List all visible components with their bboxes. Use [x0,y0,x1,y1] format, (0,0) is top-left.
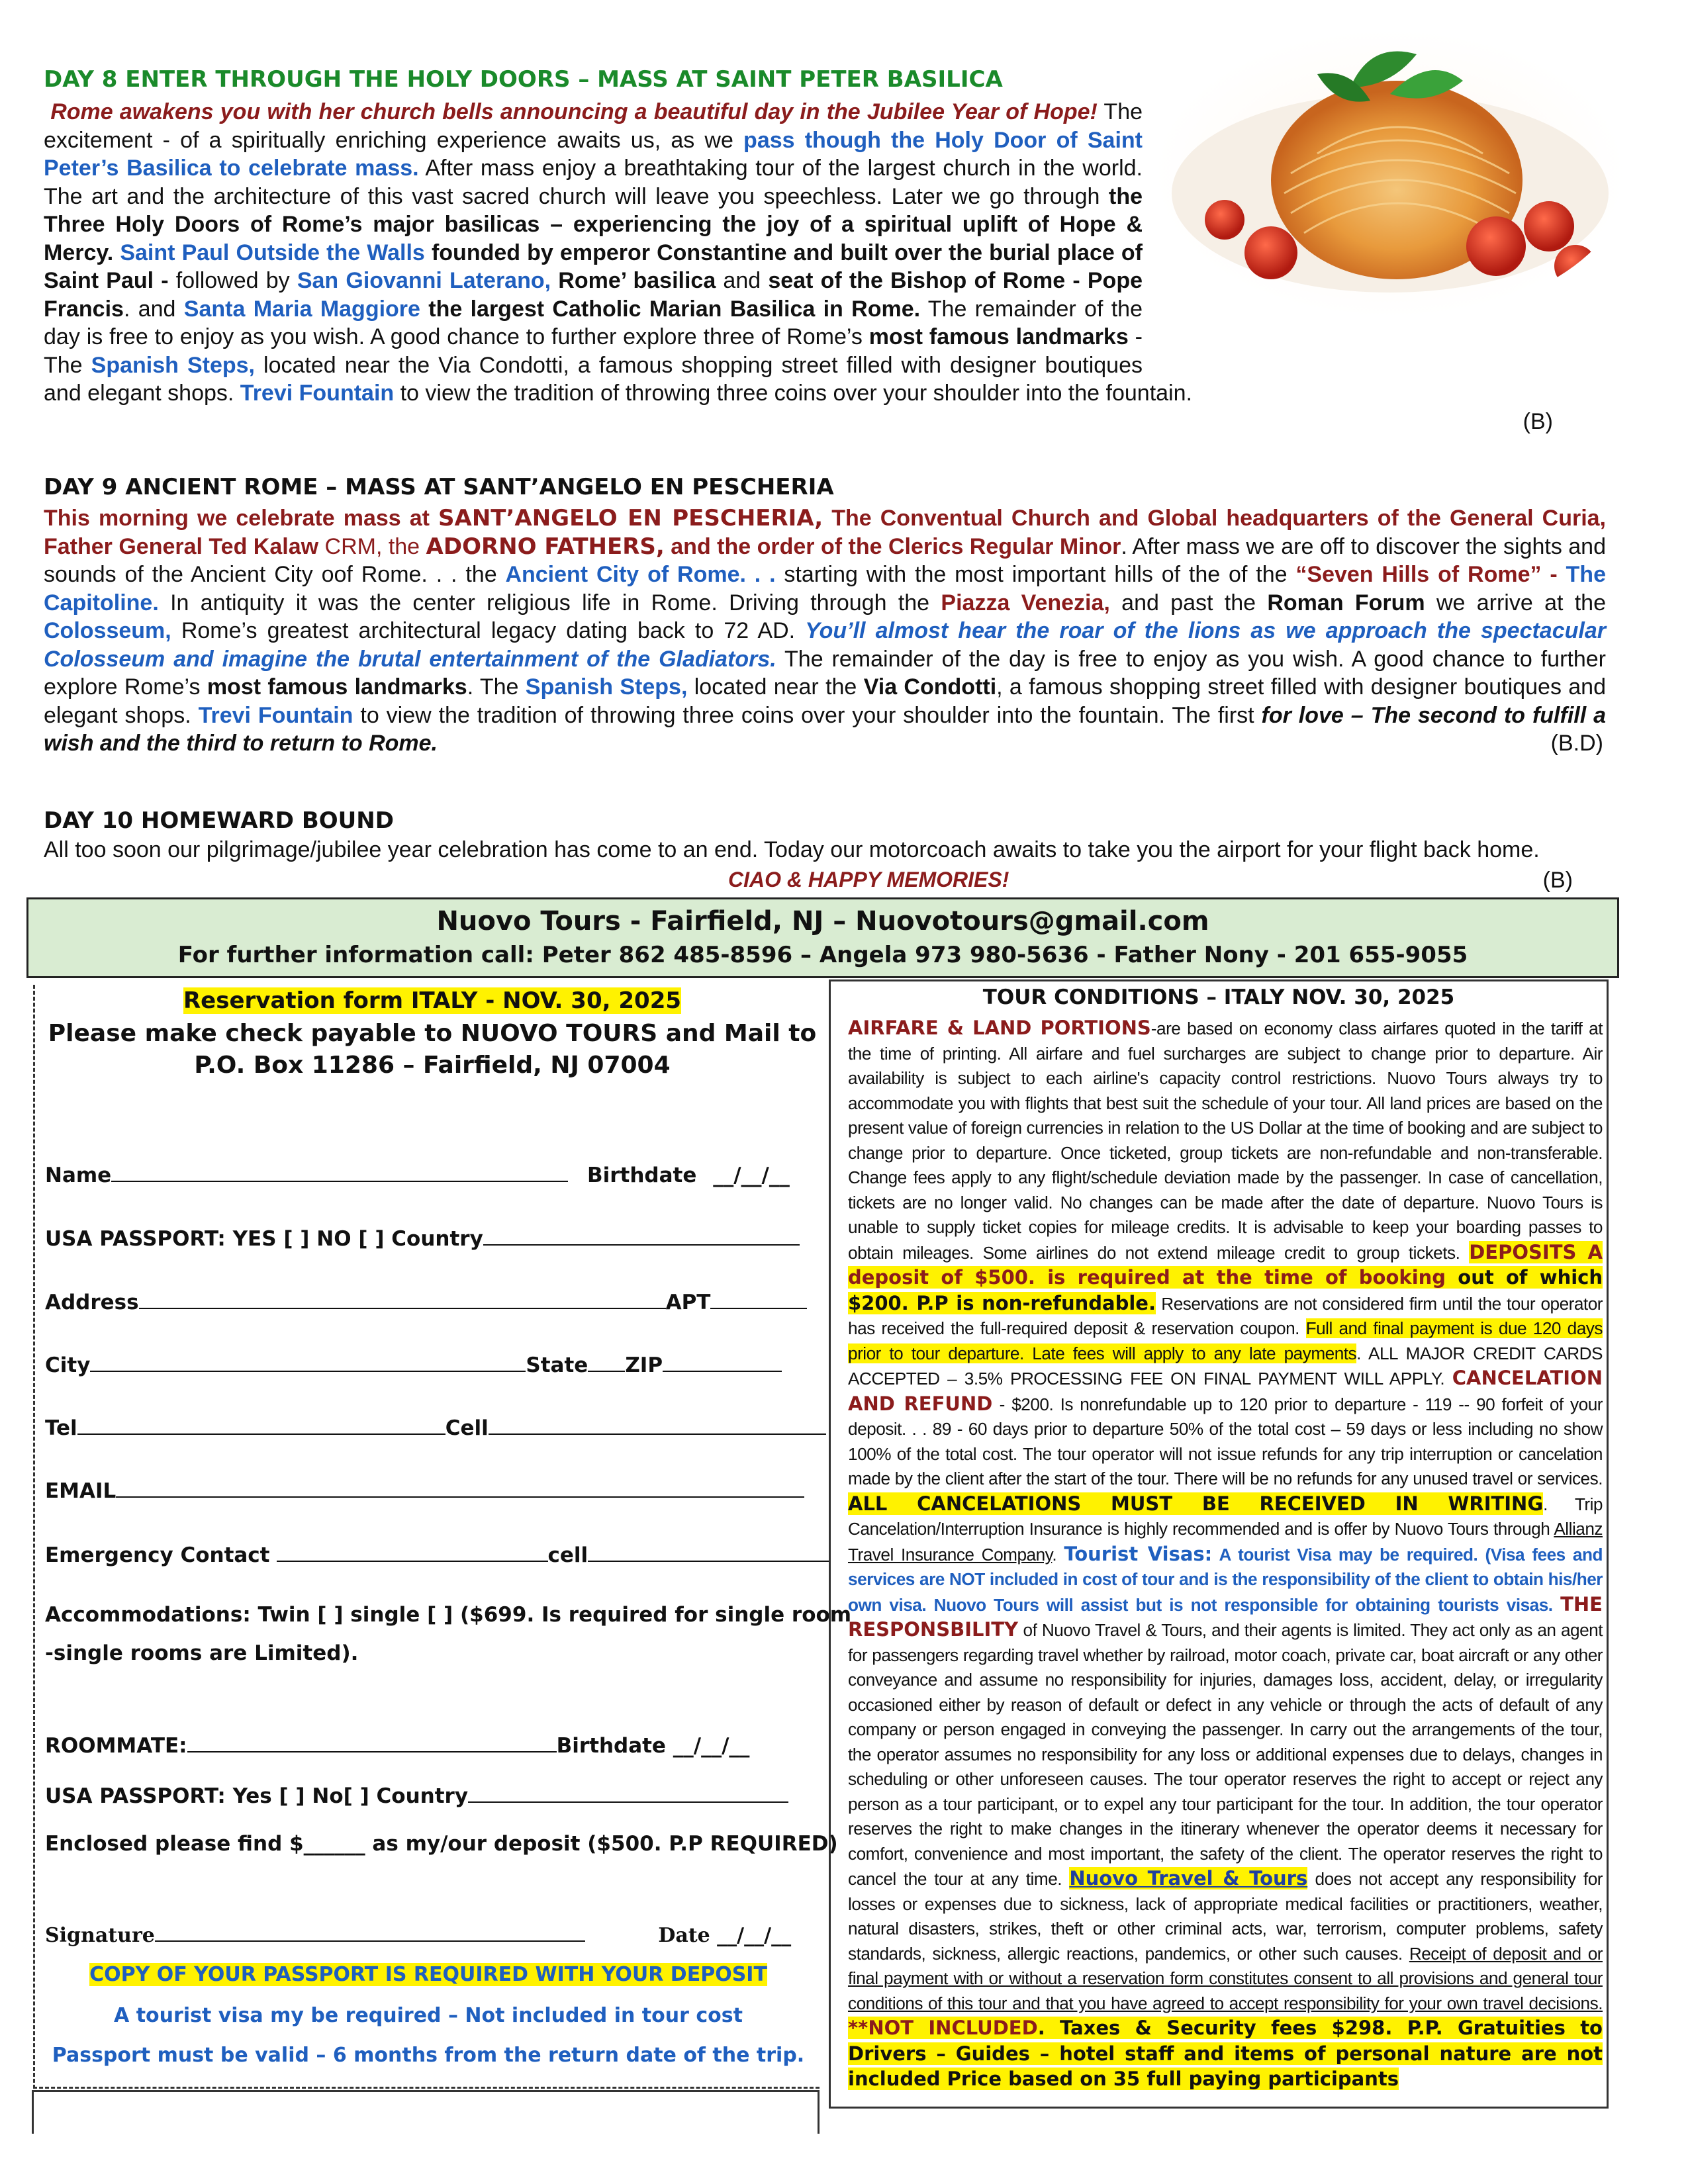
deposit-field[interactable]: Enclosed please find $______ as my/our deposit ($500. P.P REQUIRED) [45,1832,838,1856]
passport-valid-note: Passport must be valid – 6 months from the return date of the trip. [52,2044,805,2067]
conditions-title: TOUR CONDITIONS – ITALY NOV. 30, 2025 [982,985,1455,1009]
contact-banner [26,897,1619,978]
form-title: Reservation form ITALY - NOV. 30, 2025 [183,987,682,1014]
day8-section [44,66,1156,93]
accommodations-note: -single rooms are Limited). [45,1641,359,1665]
day9-meal-code: (B.D) [1550,731,1603,756]
address-field[interactable]: Address APT [45,1288,807,1314]
emergency-contact-field[interactable]: Emergency Contact cell [45,1541,830,1567]
reservation-form [33,985,852,2089]
day8-meal-code: (B) [1523,408,1553,434]
passport-field[interactable]: USA PASSPORT: YES [ ] NO [ ] Country [45,1224,800,1251]
passport-copy-note: COPY OF YOUR PASSPORT IS REQUIRED WITH YOUR DEPOSIT [89,1963,767,1986]
roommate-passport-field[interactable]: USA PASSPORT: Yes [ ] No[ ] Country [45,1782,788,1808]
day9-title: DAY 9 ANCIENT ROME – MASS AT SANT’ANGELO EN PESCHERIA [44,474,834,500]
email-field[interactable]: EMAIL [45,1477,804,1503]
conditions-body: AIRFARE & LAND PORTIONS-are based on economy class airfares quoted in the tariff at the time of printing. All airfare and fuel surcharges are subject to change prior to departure. Air availability is subject to each airline's capacity control restrictions. Nuovo Tours always try to accommodate you with flights that best suit the schedule of your tour. All land prices are based on the present value of foreign currencies in relation to the US Dollar at the time of booking and are subject to change prior to departure. Once ticketed, group tickets are non-refundable and non-transferable. Change fees apply to any flight/schedule deviation made by the passenger. In case of cancellation, tickets are no longer valid. No changes can be made after the date of departure. Nuovo Tours is unable to supply ticket copies for mileage credits. It is advisable to keep your boarding passes to obtain mileages. Some airlines do not extend mileage credit to group tickets. DEPOSITS A deposit of $500. is required at the time of booking out of which $200. P.P is non-refundable. Reservations are not considered firm until the tour operator has received the full-required deposit & reservation coupon. Full and final payment is due 120 days prior to tour departure. Late fees will apply to any late payments. ALL MAJOR CREDIT CARDS ACCEPTED – 3.5% PROCESSING FEE ON FINAL PAYMENT WILL APPLY. CANCELATION AND REFUND - $200. Is nonrefundable up to 120 prior to departure - 119 -- 90 forfeit of your deposit. . . 89 - 60 days prior to departure 50% of the total cost – 59 days or less including no show 100% of the total cost. The tour operator will not issue refunds for any trip interruption or cancelation made by the client after the start of the tour. There will be no refunds for any unused travel or services. ALL CANCELATIONS MUST BE RECEIVED IN WRITING. Trip Cancelation/Interruption Insurance is highly recommended and is offer by Nuovo Tours through Allianz Travel Insurance Company. Tourist Visas: A tourist Visa may be required. (Visa fees and services are NOT included in cost of tour and is the responsibility of the client to obtain his/her own visa. Nuovo Tours will assist but is not responsible for obtaining tourists visas. THE RESPONSBILITY of Nuovo Travel & Tours, and their agents is limited. They act only as an agent for passengers regarding travel whether by railroad, motor coach, private car, boat aircraft or any other conveyance and assume no responsibility for injuries, damages loss, accident, delay, or irregularity occasioned either by reason of default or defect in any vehicle or through the acts of default of any company or person engaged in conveying the passenger. In carry out the arrangements of the tour, the operator assumes no responsibility for any loss or additional expenses due to delays, changes in scheduling or other unforeseen causes. The tour operator reserves the right to accept or reject any person as a tour participant, or to expel any tour participant for the tour. In addition, the tour operator reserves the right to make changes in the itinerary whenever the operator deems it necessary for comfort, convenience and most important, the safety of the client. The operator reserves the right to cancel the tour at any time. Nuovo Travel & Tours does not accept any responsibility for losses or expenses due to sickness, lack of appropriate medical facilities or practitioners, weather, natural disasters, strikes, theft or other criminal acts, war, terrorism, computer problems, safety standards, sickness, allergic reactions, pandemics, or other such causes. Receipt of deposit and or final payment with or without a reservation form constitutes consent to all provisions and general tour conditions of this tour and that you have agreed to accept responsibility for your own travel decisions. **NOT INCLUDED. Taxes & Security fees $298. P.P. Gratuities to Drivers – Guides – hotel staff and items of personal nature are not included Price based on 35 full paying participants [848,1017,1603,2090]
day10-section [44,807,1606,893]
day10-paragraph: All too soon our pilgrimage/jubilee year celebration has come to an end. Today our motorcoach awaits to take you the airport for your flight back home. [44,837,1540,862]
form-pay-line1: Please make check payable to NUOVO TOURS and Mail to [48,1020,817,1047]
signature-field[interactable]: Signature Date __/__/__ [45,1921,791,1947]
banner-phone-line: For further information call: Peter 862 485-8596 – Angela 973 980-5636 - Father Nony - 201 655-9055 [177,942,1468,968]
visa-note: A tourist visa my be required – Not included in tour cost [114,2004,743,2027]
tour-conditions [829,979,1609,2109]
roommate-field[interactable]: ROOMMATE: Birthdate __/__/__ [45,1731,749,1758]
form-pay-line2: P.O. Box 11286 – Fairfield, NJ 07004 [194,1052,671,1079]
banner-company-line: Nuovo Tours - Fairfield, NJ – Nuovotours@gmail.com [436,906,1209,936]
day9-section [44,474,1606,758]
day9-paragraph: This morning we celebrate mass at SANT’ANGELO EN PESCHERIA, The Conventual Church and Global headquarters of the General Curia, Father General Ted Kalaw CRM, the ADORNO FATHERS, and the order of the Clerics Regular Minor. After mass we are off to discover the sights and sounds of the Ancient City oof Rome. . . the Ancient City of Rome. . . starting with the most important hills of the of the “Seven Hills of Rome” - The Capitoline. In antiquity it was the center religious life in Rome. Driving through the Piazza Venezia, and past the Roman Forum we arrive at the Colosseum, Rome’s greatest architectural legacy dating back to 72 AD. You’ll almost hear the roar of the lions as we approach the spectacular Colosseum and imagine the brutal entertainment of the Gladiators. The remainder of the day is free to enjoy as you wish. A good chance to further explore Rome’s most famous landmarks. The Spanish Steps, located near the Via Condotti, a famous shopping street filled with designer boutiques and elegant shops. Trevi Fountain to view the tradition of throwing three coins over your shoulder into the fountain. The first for love – The second to fulfill a wish and the third to return to Rome. (B.D) [44,504,1606,758]
day10-title: DAY 10 HOMEWARD BOUND [44,807,394,834]
day8-title: DAY 8 ENTER THROUGH THE HOLY DOORS – MASS AT SAINT PETER BASILICA [44,66,1003,93]
accommodations-field[interactable]: Accommodations: Twin [ ] single [ ] ($699. Is required for single room [45,1603,852,1627]
day10-ciao: CIAO & HAPPY MEMORIES! [728,868,1009,891]
day10-meal-code: (B) [1542,868,1573,893]
name-field[interactable]: Name Birthdate __/__/__ [45,1161,790,1187]
tel-field[interactable]: Tel Cell [45,1414,826,1440]
form-bottom-box [32,2090,820,2134]
day8-body [44,98,1606,435]
form-header [45,987,820,1081]
city-field[interactable]: City State ZIP [45,1351,782,1377]
day8-paragraph: Rome awakens you with her church bells announcing a beautiful day in the Jubilee Year of Hope! The excitement - of a spiritually enriching experience awaits us, as we pass though the Holy Door of Saint Peter’s Basilica to celebrate mass. After mass enjoy a breathtaking tour of the largest church in the world. The art and the architecture of this vast sacred church will leave you speechless. Later we go through the Three Holy Doors of Rome’s major basilicas – experiencing the joy of a spiritual uplift of Hope & Mercy. Saint Paul Outside the Walls founded by emperor Constantine and built over the burial place of Saint Paul - followed by San Giovanni Laterano, Rome’ basilica and seat of the Bishop of Rome - Pope Francis. and Santa Maria Maggiore the largest Catholic Marian Basilica in Rome. The remainder of the day is free to enjoy as you wish. A good chance to further explore three of Rome’s most famous landmarks - The Spanish Steps, located near the Via Condotti, a famous shopping street filled with designer boutiques and elegant shops. Trevi Fountain to view the tradition of throwing three coins over your shoulder into the fountain. (B) [44,98,1606,435]
